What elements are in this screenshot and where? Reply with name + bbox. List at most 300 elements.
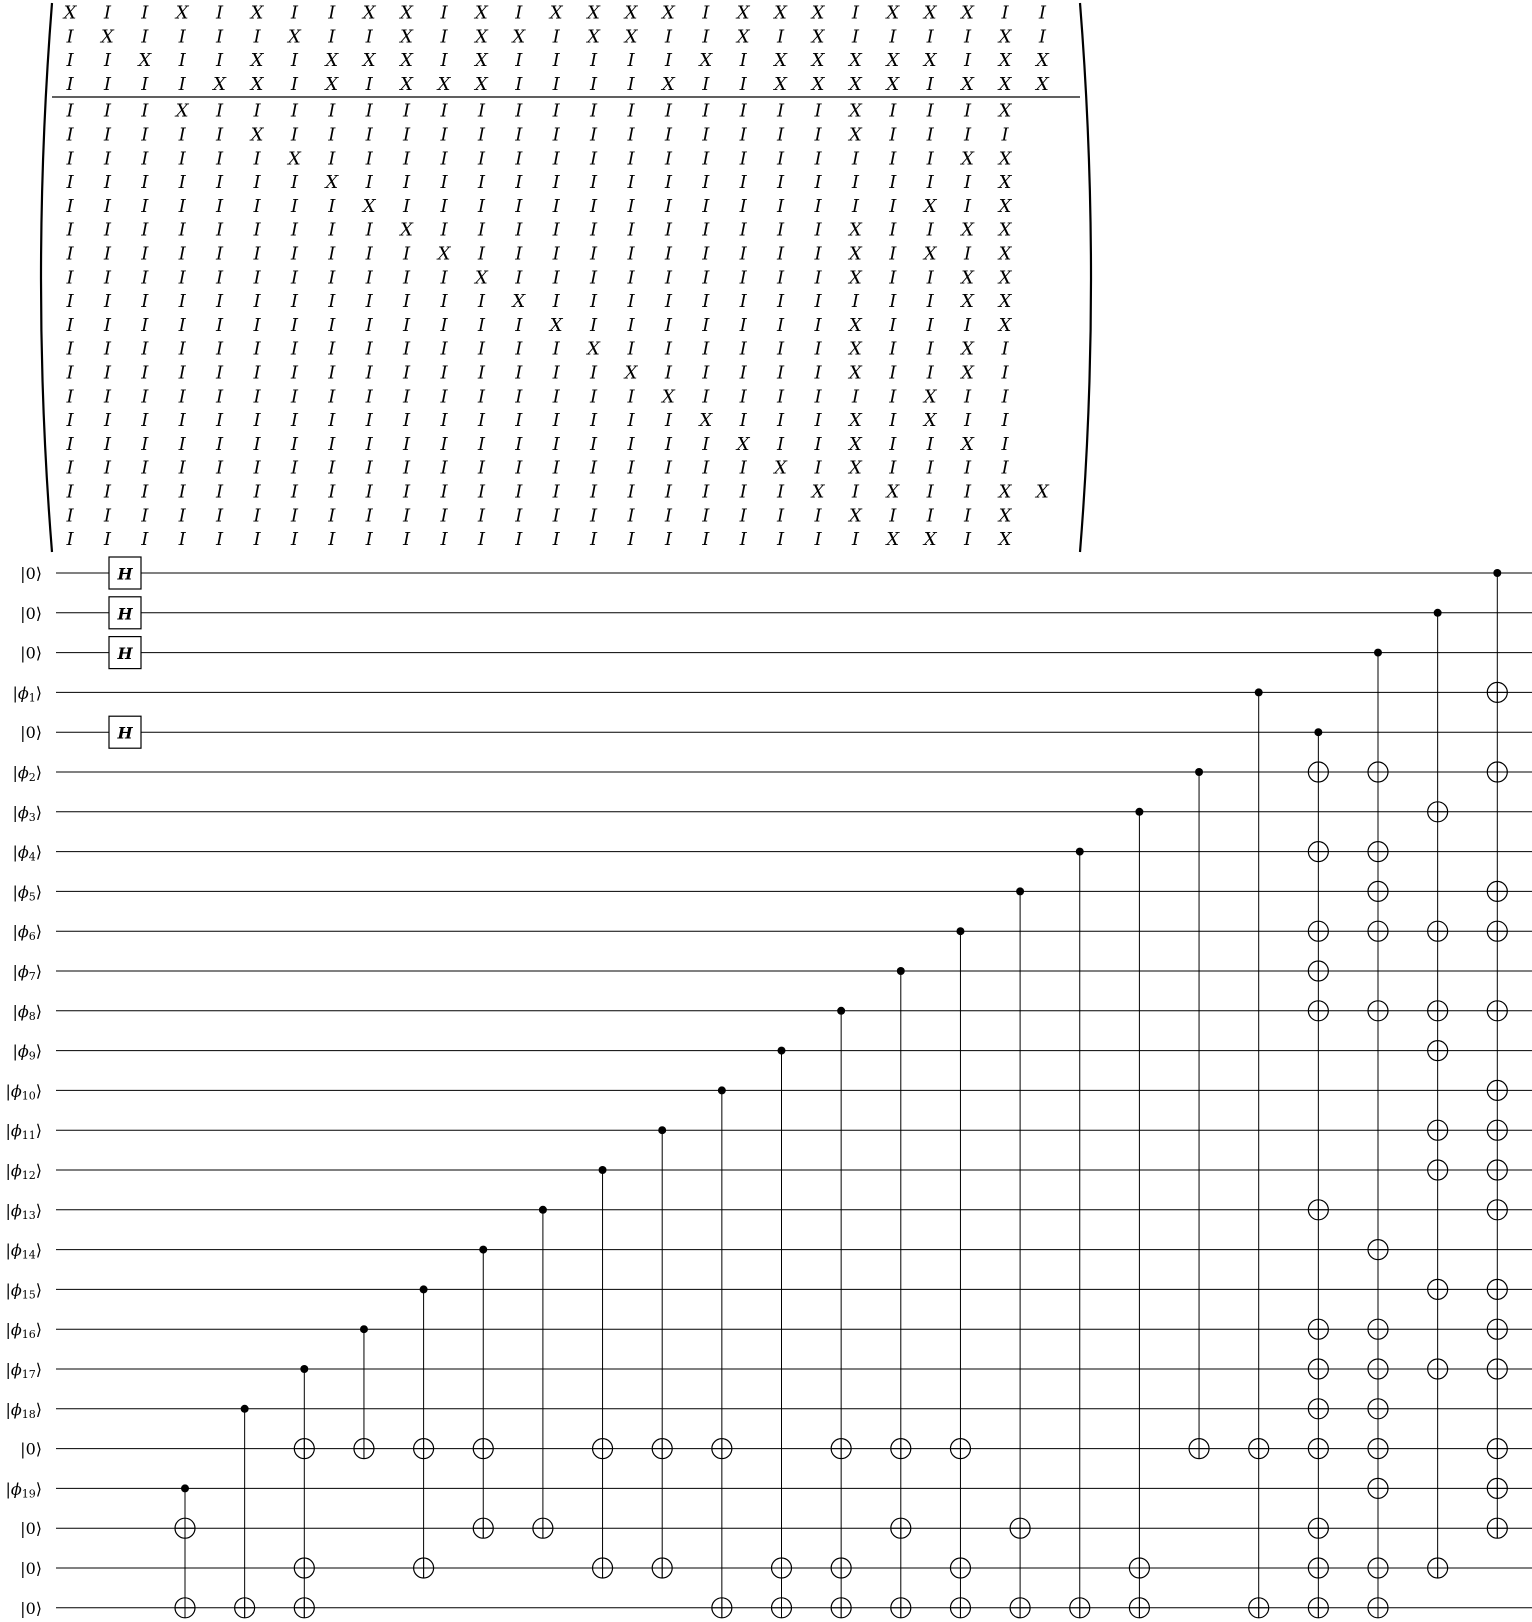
matrix-cell: I	[590, 314, 598, 336]
matrix-row	[65, 267, 1012, 288]
matrix-cell: I	[141, 338, 149, 360]
matrix-cell: I	[889, 26, 897, 48]
matrix-cell: I	[814, 314, 822, 336]
matrix-cell: I	[814, 338, 822, 360]
matrix-cell: X	[886, 481, 900, 503]
matrix-cell: I	[1001, 2, 1009, 24]
matrix-cell: I	[739, 267, 747, 289]
matrix-cell: I	[290, 386, 298, 408]
matrix-cell: I	[66, 410, 74, 432]
matrix-cell: X	[437, 243, 451, 265]
matrix-cell: I	[365, 73, 373, 95]
cnot-target	[652, 1558, 672, 1578]
matrix-cell: X	[325, 172, 339, 194]
cnot-target	[950, 1558, 970, 1578]
cnot-target	[1428, 1279, 1448, 1299]
ket-label: |0⟩	[20, 643, 42, 663]
matrix-cell: I	[328, 433, 336, 455]
matrix-cell: X	[998, 291, 1012, 313]
matrix-row	[65, 529, 1012, 550]
matrix-cell: I	[141, 362, 149, 384]
matrix-cell: I	[440, 124, 448, 146]
matrix-cell: I	[590, 386, 598, 408]
matrix-cell: I	[851, 195, 859, 217]
matrix-cell: I	[365, 243, 373, 265]
matrix-cell: I	[216, 195, 224, 217]
matrix-cell: I	[777, 243, 785, 265]
cnot-control-dot	[837, 1007, 845, 1015]
matrix-cell: I	[141, 433, 149, 455]
cnot-target	[1428, 1160, 1448, 1180]
matrix-cell: X	[923, 243, 937, 265]
matrix-cell: I	[403, 148, 411, 170]
matrix-cell: I	[66, 26, 74, 48]
matrix-cell: I	[702, 148, 710, 170]
matrix-cell: I	[290, 457, 298, 479]
matrix-cell: I	[889, 386, 897, 408]
ket-label: $|\phi_{17}⟩$	[5, 1359, 42, 1381]
matrix-cell: X	[474, 26, 488, 48]
matrix-cell: I	[216, 172, 224, 194]
cnot-control-dot	[1434, 609, 1442, 617]
matrix-cell: I	[290, 433, 298, 455]
matrix-cell: I	[440, 219, 448, 241]
matrix-cell: I	[328, 26, 336, 48]
matrix-cell: I	[627, 124, 635, 146]
matrix-cell: I	[328, 100, 336, 122]
matrix-cell: I	[590, 100, 598, 122]
matrix-cell: I	[141, 291, 149, 313]
cnot-control-dot	[1195, 768, 1203, 776]
matrix-cell: X	[923, 195, 937, 217]
matrix-cell: I	[103, 529, 111, 551]
matrix-cell: I	[739, 124, 747, 146]
matrix-cell: I	[515, 73, 523, 95]
cnot-target	[1428, 1558, 1448, 1578]
matrix-cell: X	[848, 100, 862, 122]
matrix-cell: I	[702, 124, 710, 146]
matrix-cell: X	[325, 73, 339, 95]
matrix-cell: X	[400, 219, 414, 241]
matrix-cell: I	[253, 410, 261, 432]
matrix-cell: X	[886, 529, 900, 551]
ket-label: $|\phi_{15}⟩$	[5, 1279, 42, 1301]
matrix-cell: I	[777, 386, 785, 408]
matrix-cell: I	[66, 243, 74, 265]
cnot-target	[235, 1598, 255, 1618]
matrix-cell: I	[141, 73, 149, 95]
ket-label: $|\phi_8⟩$	[12, 1001, 42, 1023]
cnot-control-dot	[1314, 728, 1322, 736]
matrix-cell: I	[739, 219, 747, 241]
matrix-cell: X	[923, 2, 937, 24]
matrix-cell: I	[777, 314, 785, 336]
matrix-cell: I	[964, 50, 972, 72]
matrix-cell: I	[178, 505, 186, 527]
matrix-cell: I	[964, 124, 972, 146]
matrix-cell: X	[362, 50, 376, 72]
matrix-row	[65, 386, 1009, 407]
cnot-target	[1308, 921, 1328, 941]
matrix-cell: I	[477, 529, 485, 551]
matrix-cell: I	[328, 481, 336, 503]
matrix-row	[65, 363, 1009, 384]
matrix-cell: I	[515, 267, 523, 289]
matrix-cell: X	[138, 50, 152, 72]
matrix-cell: X	[661, 73, 675, 95]
matrix-cell: I	[253, 172, 261, 194]
cnot-target	[831, 1558, 851, 1578]
matrix-cell: I	[328, 505, 336, 527]
matrix-cell: X	[848, 314, 862, 336]
cnot-target	[1308, 1558, 1328, 1578]
matrix-cell: I	[552, 219, 560, 241]
matrix-cell: I	[290, 243, 298, 265]
matrix-cell: I	[403, 433, 411, 455]
cnot-target	[712, 1439, 732, 1459]
matrix-cell: I	[664, 314, 672, 336]
matrix-cell: I	[1001, 362, 1009, 384]
matrix-cell: I	[777, 172, 785, 194]
matrix-cell: X	[998, 26, 1012, 48]
matrix-cell: I	[1001, 433, 1009, 455]
matrix-cell: X	[998, 50, 1012, 72]
matrix-cell: I	[552, 433, 560, 455]
matrix-cell: I	[477, 243, 485, 265]
matrix-cell: I	[777, 505, 785, 527]
cnot-target	[473, 1439, 493, 1459]
matrix-cell: I	[739, 291, 747, 313]
matrix-cell: I	[141, 148, 149, 170]
matrix-cell: I	[739, 410, 747, 432]
cnot-target	[831, 1598, 851, 1618]
matrix-cell: I	[702, 2, 710, 24]
cnot-target	[414, 1558, 434, 1578]
matrix-cell: I	[477, 291, 485, 313]
matrix-cell: X	[474, 267, 488, 289]
matrix-cell: I	[290, 172, 298, 194]
matrix-cell: I	[926, 172, 934, 194]
matrix-cell: I	[702, 267, 710, 289]
cnot-target	[1487, 1319, 1507, 1339]
ket-label: $|\phi_3⟩$	[12, 802, 42, 824]
matrix-cell: I	[178, 26, 186, 48]
matrix-cell: X	[811, 2, 825, 24]
matrix-cell: I	[702, 219, 710, 241]
cnot-target	[1368, 1319, 1388, 1339]
cnot-target	[1368, 762, 1388, 782]
matrix-cell: X	[961, 73, 975, 95]
matrix-cell: I	[253, 26, 261, 48]
matrix-cell: X	[400, 2, 414, 24]
matrix-cell: X	[998, 219, 1012, 241]
cnot-control-dot	[658, 1126, 666, 1134]
matrix-cell: I	[103, 2, 111, 24]
matrix-cell: I	[590, 219, 598, 241]
ket-label: |0⟩	[20, 722, 42, 742]
matrix-cell: I	[814, 386, 822, 408]
ket-label: $|\phi_2⟩$	[12, 762, 42, 784]
matrix-cell: I	[103, 73, 111, 95]
matrix-cell: I	[814, 529, 822, 551]
matrix-cell: I	[926, 481, 934, 503]
matrix-cell: I	[216, 148, 224, 170]
matrix-cell: I	[403, 172, 411, 194]
matrix-cell: I	[253, 362, 261, 384]
matrix-cell: I	[477, 362, 485, 384]
matrix-cell: I	[739, 529, 747, 551]
cnot-control-dot	[1255, 688, 1263, 696]
hadamard-gate-label: H	[117, 723, 133, 743]
matrix-cell: I	[515, 529, 523, 551]
matrix-cell: X	[811, 481, 825, 503]
matrix-row	[65, 148, 1012, 169]
matrix-cell: I	[141, 529, 149, 551]
cnot-target	[1368, 1001, 1388, 1021]
matrix-cell: I	[590, 433, 598, 455]
matrix-row	[65, 101, 1012, 122]
cnot-control-dot	[897, 967, 905, 975]
cnot-target	[772, 1558, 792, 1578]
hadamard-gate-label: H	[117, 564, 133, 584]
matrix-cell: X	[100, 26, 114, 48]
matrix-cell: X	[886, 50, 900, 72]
matrix-cell: I	[103, 100, 111, 122]
matrix-cell: I	[477, 338, 485, 360]
matrix-cell: I	[889, 505, 897, 527]
matrix-cell: I	[515, 314, 523, 336]
matrix-cell: I	[66, 219, 74, 241]
matrix-cell: X	[848, 124, 862, 146]
cnot-target	[1249, 1598, 1269, 1618]
matrix-cell: I	[103, 362, 111, 384]
matrix-cell: I	[253, 529, 261, 551]
cnot-control-dot	[1016, 887, 1024, 895]
matrix-cell: I	[627, 100, 635, 122]
matrix-cell: I	[178, 481, 186, 503]
cnot-target	[593, 1558, 613, 1578]
matrix-cell: I	[103, 172, 111, 194]
matrix-cell: I	[664, 148, 672, 170]
matrix-row	[65, 291, 1012, 312]
matrix-cell: I	[814, 457, 822, 479]
matrix-cell: I	[702, 481, 710, 503]
matrix-cell: I	[440, 362, 448, 384]
matrix-cell: I	[926, 362, 934, 384]
matrix-cell: I	[178, 457, 186, 479]
matrix-cell: I	[552, 73, 560, 95]
matrix-cell: I	[253, 314, 261, 336]
matrix-cell: I	[814, 291, 822, 313]
matrix-cell: X	[400, 26, 414, 48]
matrix-cell: I	[515, 433, 523, 455]
matrix-cell: I	[814, 100, 822, 122]
ket-label: |0⟩	[20, 1518, 42, 1538]
matrix-cell: I	[664, 410, 672, 432]
matrix-cell: X	[923, 529, 937, 551]
matrix-cell: I	[964, 410, 972, 432]
cnot-target	[1308, 842, 1328, 862]
matrix-cell: I	[290, 50, 298, 72]
matrix-cell: I	[178, 73, 186, 95]
cnot-control-dot	[956, 927, 964, 935]
matrix-cell: X	[213, 73, 227, 95]
cnot-target	[652, 1439, 672, 1459]
matrix-cell: I	[664, 433, 672, 455]
matrix-cell: I	[66, 291, 74, 313]
cnot-target	[1010, 1518, 1030, 1538]
cnot-target	[1487, 1279, 1507, 1299]
matrix-cell: I	[627, 195, 635, 217]
matrix-cell: I	[627, 386, 635, 408]
matrix-cell: I	[141, 505, 149, 527]
matrix-cell: X	[848, 410, 862, 432]
matrix-cell: X	[923, 386, 937, 408]
matrix-cell: I	[814, 433, 822, 455]
matrix-row	[65, 458, 1009, 479]
cnot-target	[1368, 1399, 1388, 1419]
ket-label: $|\phi_{16}⟩$	[5, 1319, 42, 1341]
matrix-cell: I	[552, 529, 560, 551]
matrix-cell: X	[998, 481, 1012, 503]
matrix-cell: I	[926, 267, 934, 289]
ket-label: $|\phi_{13}⟩$	[5, 1200, 42, 1222]
cnot-control-dot	[241, 1405, 249, 1413]
matrix-cell: I	[290, 73, 298, 95]
cnot-target	[950, 1598, 970, 1618]
matrix-cell: X	[848, 73, 862, 95]
quantum-circuit	[5, 557, 1532, 1618]
matrix-cell: I	[926, 505, 934, 527]
matrix-cell: I	[66, 386, 74, 408]
matrix-cell: I	[103, 124, 111, 146]
cnot-target	[1428, 921, 1448, 941]
hadamard-gate	[109, 716, 141, 748]
matrix-cell: I	[253, 386, 261, 408]
matrix-cell: I	[702, 457, 710, 479]
matrix-cell: I	[552, 26, 560, 48]
matrix-cell: X	[325, 50, 339, 72]
cnot-target	[1487, 1359, 1507, 1379]
matrix-row	[65, 50, 1050, 71]
cnot-target	[1010, 1598, 1030, 1618]
matrix-cell: I	[365, 433, 373, 455]
matrix-cell: I	[926, 433, 934, 455]
matrix-cell: I	[365, 26, 373, 48]
matrix-cell: I	[926, 73, 934, 95]
matrix-cell: X	[961, 433, 975, 455]
cnot-target	[294, 1598, 314, 1618]
ket-label: |0⟩	[20, 1558, 42, 1578]
matrix-cell: I	[851, 148, 859, 170]
matrix-cell: X	[886, 2, 900, 24]
cnot-control-dot	[1374, 649, 1382, 657]
cnot-target	[891, 1439, 911, 1459]
matrix-cell: I	[365, 505, 373, 527]
matrix-cell: I	[664, 505, 672, 527]
matrix-cell: I	[178, 243, 186, 265]
matrix-cell: X	[848, 267, 862, 289]
matrix-cell: I	[664, 529, 672, 551]
matrix-cell: I	[440, 100, 448, 122]
cnot-target	[950, 1439, 970, 1459]
matrix-cell: I	[365, 362, 373, 384]
matrix-row	[65, 172, 1012, 193]
matrix-cell: I	[739, 505, 747, 527]
matrix-cell: X	[923, 50, 937, 72]
matrix-cell: X	[250, 50, 264, 72]
cnot-target	[1487, 1200, 1507, 1220]
matrix-cell: I	[889, 124, 897, 146]
cnot-target	[1308, 1399, 1328, 1419]
matrix-cell: X	[1035, 50, 1049, 72]
matrix-cell: X	[998, 148, 1012, 170]
cnot-target	[1308, 1319, 1328, 1339]
matrix-cell: I	[403, 362, 411, 384]
matrix-cell: I	[403, 529, 411, 551]
matrix-cell: X	[998, 195, 1012, 217]
matrix-cell: I	[365, 338, 373, 360]
cnot-target	[1428, 1001, 1448, 1021]
matrix-cell: I	[926, 100, 934, 122]
matrix-cell: I	[739, 148, 747, 170]
matrix-cell: I	[515, 195, 523, 217]
matrix-cell: I	[477, 148, 485, 170]
matrix-cell: I	[702, 529, 710, 551]
matrix-row	[65, 482, 1050, 503]
matrix-cell: I	[103, 457, 111, 479]
matrix-cell: X	[587, 2, 601, 24]
matrix-cell: I	[515, 386, 523, 408]
cnot-target	[1129, 1558, 1149, 1578]
matrix-cell: X	[961, 2, 975, 24]
matrix-cell: I	[103, 195, 111, 217]
matrix-cell: I	[702, 172, 710, 194]
matrix-cell: I	[66, 457, 74, 479]
matrix-cell: I	[552, 50, 560, 72]
matrix-cell: I	[178, 291, 186, 313]
matrix-cell: I	[440, 148, 448, 170]
matrix-cell: I	[552, 481, 560, 503]
cnot-target	[1368, 1439, 1388, 1459]
matrix-cell: I	[851, 2, 859, 24]
matrix-cell: I	[141, 195, 149, 217]
matrix-cell: I	[253, 291, 261, 313]
matrix-cell: I	[403, 124, 411, 146]
cnot-target	[1368, 1478, 1388, 1498]
matrix-cell: I	[590, 505, 598, 527]
matrix-cell: X	[362, 195, 376, 217]
matrix-cell: X	[961, 219, 975, 241]
matrix-cell: I	[926, 457, 934, 479]
matrix-cell: I	[664, 50, 672, 72]
matrix-cell: I	[216, 362, 224, 384]
matrix-cell: I	[664, 26, 672, 48]
matrix-cell: I	[515, 148, 523, 170]
matrix-cell: I	[216, 457, 224, 479]
matrix-cell: X	[474, 2, 488, 24]
matrix-cell: X	[661, 386, 675, 408]
matrix-cell: I	[216, 26, 224, 48]
matrix-cell: I	[964, 481, 972, 503]
matrix-cell: X	[848, 505, 862, 527]
matrix-cell: I	[702, 73, 710, 95]
matrix-cell: X	[848, 433, 862, 455]
cnot-target	[1308, 1359, 1328, 1379]
matrix-cell: X	[848, 219, 862, 241]
matrix-cell: I	[702, 505, 710, 527]
matrix-cell: I	[777, 291, 785, 313]
